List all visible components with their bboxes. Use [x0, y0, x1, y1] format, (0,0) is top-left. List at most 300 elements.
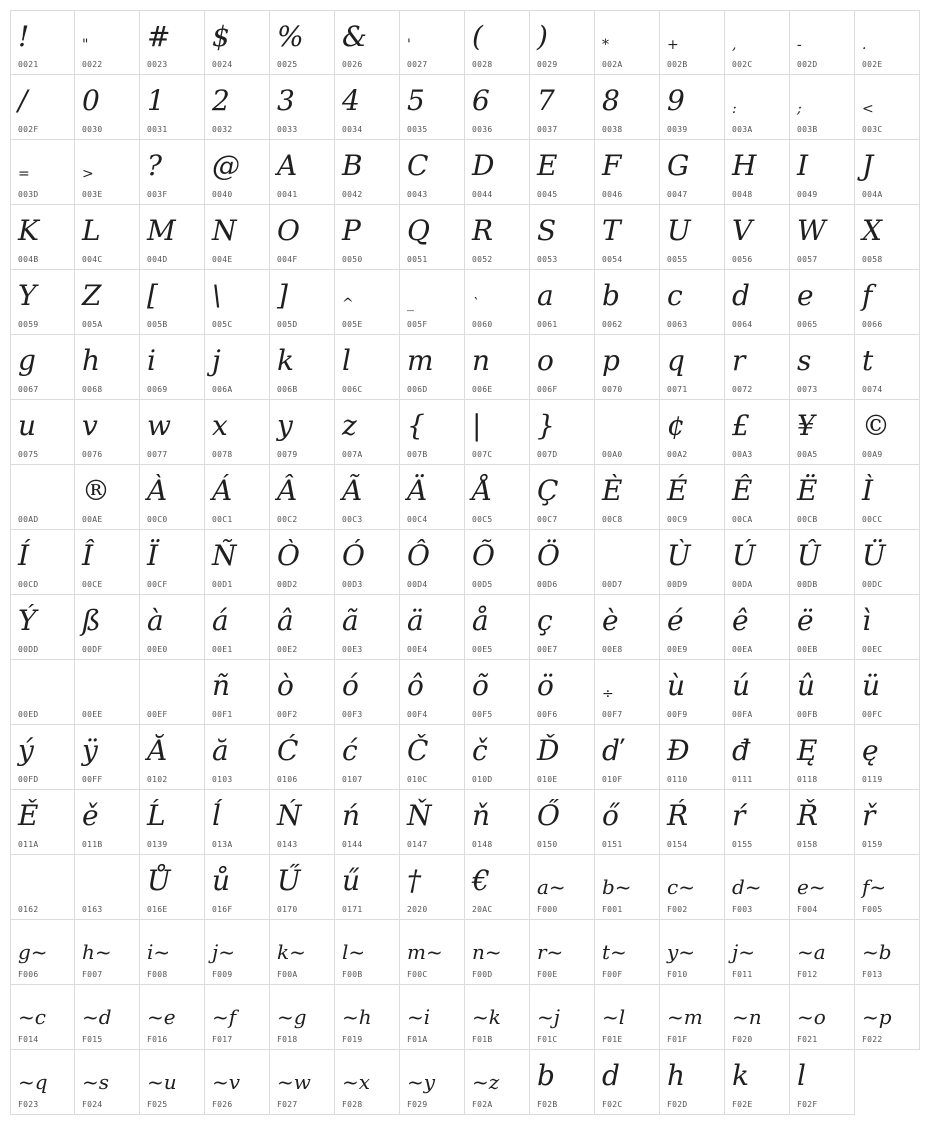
- glyph-cell[interactable]: [725, 270, 790, 335]
- glyph-codepoint: F00C: [407, 970, 428, 979]
- glyph-cell[interactable]: [660, 140, 725, 205]
- glyph-cell[interactable]: [205, 335, 270, 400]
- glyph-cell[interactable]: [75, 465, 140, 530]
- glyph-codepoint: 0069: [147, 385, 168, 394]
- glyph-codepoint: 002D: [797, 60, 818, 69]
- glyph-cell[interactable]: [530, 10, 595, 75]
- glyph-cell[interactable]: [595, 140, 660, 205]
- glyph-cell[interactable]: [75, 10, 140, 75]
- glyph-cell[interactable]: [400, 920, 465, 985]
- glyph-codepoint: 002F: [18, 125, 39, 134]
- glyph-cell[interactable]: [335, 790, 400, 855]
- glyph-cell[interactable]: [10, 75, 75, 140]
- glyph-cell[interactable]: [595, 335, 660, 400]
- glyph-cell[interactable]: [140, 920, 205, 985]
- glyph-cell[interactable]: [400, 400, 465, 465]
- glyph-cell[interactable]: [205, 270, 270, 335]
- glyph-sample: X: [862, 214, 882, 247]
- glyph-codepoint: 00E1: [212, 645, 233, 654]
- glyph-cell[interactable]: [270, 75, 335, 140]
- glyph-cell[interactable]: [790, 140, 855, 205]
- glyph-cell[interactable]: [530, 595, 595, 660]
- glyph-cell[interactable]: [595, 790, 660, 855]
- glyph-sample: Ć: [277, 734, 299, 767]
- glyph-cell[interactable]: [465, 790, 530, 855]
- glyph-codepoint: F021: [797, 1035, 818, 1044]
- glyph-cell[interactable]: [10, 595, 75, 660]
- glyph-cell[interactable]: [465, 465, 530, 530]
- glyph-cell[interactable]: [790, 400, 855, 465]
- glyph-cell[interactable]: [660, 10, 725, 75]
- glyph-codepoint: 0102: [147, 775, 168, 784]
- glyph-cell[interactable]: [400, 75, 465, 140]
- glyph-cell[interactable]: [595, 530, 660, 595]
- glyph-cell[interactable]: [75, 205, 140, 270]
- glyph-cell[interactable]: [660, 725, 725, 790]
- glyph-cell[interactable]: [335, 10, 400, 75]
- glyph-codepoint: 0021: [18, 60, 39, 69]
- glyph-cell[interactable]: [790, 75, 855, 140]
- glyph-cell[interactable]: [335, 1050, 400, 1115]
- glyph-codepoint: 0042: [342, 190, 363, 199]
- glyph-cell[interactable]: [205, 790, 270, 855]
- glyph-codepoint: 2020: [407, 905, 428, 914]
- glyph-cell[interactable]: [400, 10, 465, 75]
- glyph-cell[interactable]: [790, 270, 855, 335]
- glyph-cell[interactable]: [400, 985, 465, 1050]
- glyph-cell[interactable]: [10, 400, 75, 465]
- glyph-cell[interactable]: [855, 10, 920, 75]
- glyph-cell[interactable]: [140, 660, 205, 725]
- glyph-cell[interactable]: [140, 400, 205, 465]
- glyph-cell[interactable]: [595, 465, 660, 530]
- glyph-cell[interactable]: [725, 465, 790, 530]
- glyph-sample: ;: [797, 101, 802, 117]
- glyph-codepoint: 006A: [212, 385, 233, 394]
- glyph-cell[interactable]: [530, 920, 595, 985]
- glyph-sample: Û: [797, 539, 821, 572]
- glyph-cell[interactable]: [335, 465, 400, 530]
- glyph-cell[interactable]: [725, 75, 790, 140]
- glyph-cell[interactable]: [530, 335, 595, 400]
- glyph-cell[interactable]: [790, 790, 855, 855]
- glyph-cell[interactable]: [855, 985, 920, 1050]
- glyph-cell[interactable]: [205, 10, 270, 75]
- glyph-cell[interactable]: [595, 400, 660, 465]
- glyph-cell[interactable]: [465, 855, 530, 920]
- glyph-cell[interactable]: [400, 855, 465, 920]
- glyph-sample: <: [862, 101, 874, 117]
- glyph-cell[interactable]: [725, 920, 790, 985]
- glyph-cell[interactable]: [10, 660, 75, 725]
- glyph-codepoint: 007C: [472, 450, 493, 459]
- glyph-cell[interactable]: [660, 790, 725, 855]
- glyph-cell[interactable]: [855, 270, 920, 335]
- glyph-cell[interactable]: [75, 400, 140, 465]
- glyph-cell[interactable]: [530, 465, 595, 530]
- glyph-cell[interactable]: [790, 595, 855, 660]
- glyph-cell[interactable]: [205, 140, 270, 205]
- glyph-sample: ~l: [602, 1005, 626, 1029]
- glyph-cell[interactable]: [530, 75, 595, 140]
- glyph-cell[interactable]: [10, 790, 75, 855]
- glyph-cell[interactable]: [400, 595, 465, 660]
- glyph-cell[interactable]: [660, 855, 725, 920]
- glyph-cell[interactable]: [10, 530, 75, 595]
- glyph-cell[interactable]: [725, 205, 790, 270]
- glyph-cell[interactable]: [335, 985, 400, 1050]
- glyph-sample: ¢: [667, 409, 685, 442]
- glyph-cell[interactable]: [205, 595, 270, 660]
- glyph-sample: †: [407, 864, 421, 897]
- glyph-cell[interactable]: [660, 660, 725, 725]
- glyph-cell[interactable]: [205, 75, 270, 140]
- glyph-cell[interactable]: [400, 530, 465, 595]
- glyph-cell[interactable]: [400, 465, 465, 530]
- glyph-cell[interactable]: [465, 270, 530, 335]
- glyph-cell[interactable]: [75, 985, 140, 1050]
- glyph-cell[interactable]: [10, 205, 75, 270]
- glyph-cell[interactable]: [530, 660, 595, 725]
- glyph-cell[interactable]: [790, 530, 855, 595]
- glyph-cell[interactable]: [270, 855, 335, 920]
- glyph-cell[interactable]: [855, 920, 920, 985]
- glyph-cell[interactable]: [75, 140, 140, 205]
- glyph-cell[interactable]: [205, 530, 270, 595]
- glyph-cell[interactable]: [790, 920, 855, 985]
- glyph-cell[interactable]: [400, 140, 465, 205]
- glyph-cell[interactable]: [725, 140, 790, 205]
- glyph-codepoint: 011B: [82, 840, 103, 849]
- glyph-cell[interactable]: [140, 465, 205, 530]
- glyph-cell[interactable]: [595, 920, 660, 985]
- glyph-cell[interactable]: [75, 1050, 140, 1115]
- glyph-cell[interactable]: [530, 530, 595, 595]
- glyph-codepoint: F005: [862, 905, 883, 914]
- glyph-cell[interactable]: [595, 725, 660, 790]
- glyph-cell[interactable]: [855, 465, 920, 530]
- glyph-sample: Ö: [537, 539, 560, 572]
- glyph-cell[interactable]: [335, 855, 400, 920]
- glyph-cell[interactable]: [790, 205, 855, 270]
- glyph-cell[interactable]: [660, 530, 725, 595]
- glyph-cell[interactable]: [660, 400, 725, 465]
- glyph-cell[interactable]: [660, 75, 725, 140]
- glyph-cell[interactable]: [205, 205, 270, 270]
- glyph-codepoint: F008: [147, 970, 168, 979]
- glyph-cell[interactable]: [335, 920, 400, 985]
- glyph-cell[interactable]: [10, 270, 75, 335]
- glyph-cell[interactable]: [790, 725, 855, 790]
- glyph-cell[interactable]: [140, 205, 205, 270]
- glyph-sample: ä: [407, 604, 424, 637]
- glyph-sample: ř: [862, 799, 876, 832]
- glyph-cell[interactable]: [335, 205, 400, 270]
- glyph-cell[interactable]: [75, 270, 140, 335]
- glyph-sample: i: [147, 344, 156, 377]
- glyph-cell[interactable]: [75, 725, 140, 790]
- glyph-sample: À: [147, 474, 168, 507]
- glyph-cell[interactable]: [400, 725, 465, 790]
- glyph-codepoint: 00E2: [277, 645, 298, 654]
- glyph-cell[interactable]: [530, 270, 595, 335]
- glyph-cell[interactable]: [140, 595, 205, 660]
- glyph-cell[interactable]: [270, 920, 335, 985]
- glyph-cell[interactable]: [10, 335, 75, 400]
- glyph-cell[interactable]: [270, 335, 335, 400]
- glyph-cell[interactable]: [140, 10, 205, 75]
- glyph-codepoint: 0033: [277, 125, 298, 134]
- glyph-codepoint: F00F: [602, 970, 623, 979]
- glyph-cell[interactable]: [335, 270, 400, 335]
- glyph-cell[interactable]: [270, 140, 335, 205]
- glyph-cell[interactable]: [335, 595, 400, 660]
- glyph-cell[interactable]: [465, 595, 530, 660]
- glyph-cell[interactable]: [400, 1050, 465, 1115]
- glyph-cell[interactable]: [725, 725, 790, 790]
- glyph-cell[interactable]: [270, 10, 335, 75]
- glyph-codepoint: 0155: [732, 840, 753, 849]
- glyph-cell[interactable]: [855, 855, 920, 920]
- glyph-cell[interactable]: [75, 530, 140, 595]
- glyph-cell[interactable]: [205, 465, 270, 530]
- glyph-sample: =: [18, 166, 30, 182]
- glyph-cell[interactable]: [205, 660, 270, 725]
- glyph-cell[interactable]: [725, 790, 790, 855]
- glyph-cell[interactable]: [465, 920, 530, 985]
- glyph-codepoint: 00C7: [537, 515, 558, 524]
- glyph-sample: M: [147, 214, 176, 247]
- glyph-codepoint: 00C2: [277, 515, 298, 524]
- glyph-cell[interactable]: [140, 270, 205, 335]
- glyph-cell[interactable]: [270, 270, 335, 335]
- glyph-cell[interactable]: [140, 725, 205, 790]
- glyph-codepoint: 003E: [82, 190, 103, 199]
- glyph-codepoint: 00DC: [862, 580, 883, 589]
- glyph-cell[interactable]: [10, 855, 75, 920]
- glyph-cell[interactable]: [270, 985, 335, 1050]
- glyph-cell[interactable]: [855, 790, 920, 855]
- glyph-cell[interactable]: [855, 335, 920, 400]
- glyph-cell[interactable]: [465, 140, 530, 205]
- glyph-cell[interactable]: [270, 790, 335, 855]
- glyph-cell[interactable]: [335, 530, 400, 595]
- glyph-cell[interactable]: [790, 465, 855, 530]
- glyph-cell[interactable]: [855, 205, 920, 270]
- glyph-codepoint: 0025: [277, 60, 298, 69]
- glyph-cell[interactable]: [595, 10, 660, 75]
- glyph-cell[interactable]: [725, 400, 790, 465]
- glyph-cell[interactable]: [140, 855, 205, 920]
- glyph-cell[interactable]: [790, 660, 855, 725]
- glyph-cell[interactable]: [270, 595, 335, 660]
- glyph-cell[interactable]: [855, 400, 920, 465]
- glyph-cell[interactable]: [725, 985, 790, 1050]
- glyph-cell[interactable]: [10, 1050, 75, 1115]
- glyph-sample: P: [342, 214, 361, 247]
- glyph-cell[interactable]: [595, 985, 660, 1050]
- glyph-cell[interactable]: [140, 1050, 205, 1115]
- glyph-cell[interactable]: [75, 595, 140, 660]
- glyph-sample: !: [18, 20, 30, 53]
- glyph-cell[interactable]: [595, 855, 660, 920]
- glyph-cell[interactable]: [140, 335, 205, 400]
- glyph-cell[interactable]: [530, 855, 595, 920]
- glyph-cell[interactable]: [465, 725, 530, 790]
- glyph-cell[interactable]: [660, 335, 725, 400]
- glyph-cell[interactable]: [10, 140, 75, 205]
- glyph-sample: z: [342, 409, 357, 442]
- glyph-cell[interactable]: [725, 335, 790, 400]
- glyph-cell[interactable]: [465, 400, 530, 465]
- glyph-cell[interactable]: [10, 10, 75, 75]
- glyph-cell[interactable]: [270, 1050, 335, 1115]
- glyph-cell[interactable]: [465, 205, 530, 270]
- glyph-cell[interactable]: [335, 400, 400, 465]
- glyph-sample: ": [82, 37, 89, 53]
- glyph-cell[interactable]: [270, 205, 335, 270]
- glyph-cell[interactable]: [205, 400, 270, 465]
- glyph-cell[interactable]: [205, 855, 270, 920]
- glyph-cell[interactable]: [595, 205, 660, 270]
- glyph-cell[interactable]: [530, 140, 595, 205]
- glyph-codepoint: 003B: [797, 125, 818, 134]
- glyph-cell[interactable]: [595, 270, 660, 335]
- glyph-cell[interactable]: [660, 920, 725, 985]
- glyph-cell[interactable]: [205, 725, 270, 790]
- glyph-cell[interactable]: [335, 75, 400, 140]
- glyph-cell[interactable]: [790, 10, 855, 75]
- glyph-codepoint: 00DB: [797, 580, 818, 589]
- glyph-cell[interactable]: [205, 985, 270, 1050]
- glyph-cell[interactable]: [660, 1050, 725, 1115]
- glyph-cell[interactable]: [75, 660, 140, 725]
- glyph-cell[interactable]: [790, 1050, 855, 1115]
- glyph-cell[interactable]: [660, 205, 725, 270]
- glyph-cell[interactable]: [465, 660, 530, 725]
- glyph-cell[interactable]: [855, 530, 920, 595]
- glyph-cell[interactable]: [205, 1050, 270, 1115]
- glyph-cell[interactable]: [660, 985, 725, 1050]
- glyph-cell[interactable]: [140, 985, 205, 1050]
- glyph-cell[interactable]: [725, 1050, 790, 1115]
- glyph-cell[interactable]: [465, 10, 530, 75]
- glyph-sample: Ù: [667, 539, 691, 572]
- glyph-cell[interactable]: [595, 595, 660, 660]
- glyph-cell[interactable]: [270, 400, 335, 465]
- glyph-sample: b: [537, 1059, 555, 1092]
- glyph-cell[interactable]: [595, 1050, 660, 1115]
- glyph-codepoint: 00D3: [342, 580, 363, 589]
- glyph-sample: Î: [82, 539, 94, 572]
- glyph-cell[interactable]: [140, 140, 205, 205]
- glyph-cell[interactable]: [10, 985, 75, 1050]
- glyph-cell[interactable]: [335, 660, 400, 725]
- glyph-cell[interactable]: [725, 660, 790, 725]
- glyph-sample: ~i: [407, 1005, 431, 1029]
- glyph-cell[interactable]: [465, 530, 530, 595]
- glyph-cell[interactable]: [855, 595, 920, 660]
- glyph-cell[interactable]: [400, 335, 465, 400]
- glyph-cell[interactable]: [855, 660, 920, 725]
- glyph-codepoint: 00C3: [342, 515, 363, 524]
- glyph-cell[interactable]: [10, 920, 75, 985]
- glyph-cell[interactable]: [530, 985, 595, 1050]
- glyph-codepoint: 0063: [667, 320, 688, 329]
- glyph-cell[interactable]: [400, 205, 465, 270]
- glyph-cell[interactable]: [660, 270, 725, 335]
- glyph-cell[interactable]: [530, 790, 595, 855]
- glyph-cell[interactable]: [465, 1050, 530, 1115]
- glyph-cell[interactable]: [140, 790, 205, 855]
- glyph-cell[interactable]: [790, 335, 855, 400]
- glyph-sample: Ô: [407, 539, 430, 572]
- glyph-cell[interactable]: [465, 335, 530, 400]
- glyph-cell[interactable]: [725, 595, 790, 660]
- glyph-codepoint: 00FD: [18, 775, 39, 784]
- glyph-cell[interactable]: [400, 660, 465, 725]
- glyph-cell[interactable]: [855, 75, 920, 140]
- glyph-cell[interactable]: [725, 855, 790, 920]
- glyph-cell[interactable]: [400, 270, 465, 335]
- glyph-cell[interactable]: [855, 725, 920, 790]
- glyph-codepoint: 0068: [82, 385, 103, 394]
- glyph-cell[interactable]: [465, 985, 530, 1050]
- glyph-cell[interactable]: [270, 725, 335, 790]
- glyph-cell[interactable]: [465, 75, 530, 140]
- glyph-codepoint: 004C: [82, 255, 103, 264]
- glyph-codepoint: 0023: [147, 60, 168, 69]
- glyph-cell[interactable]: [75, 855, 140, 920]
- glyph-sample: +: [667, 37, 679, 53]
- glyph-cell[interactable]: [335, 725, 400, 790]
- glyph-cell[interactable]: [530, 205, 595, 270]
- glyph-cell[interactable]: [530, 400, 595, 465]
- glyph-cell[interactable]: [140, 75, 205, 140]
- glyph-cell[interactable]: [75, 920, 140, 985]
- glyph-cell[interactable]: [855, 140, 920, 205]
- glyph-codepoint: F027: [277, 1100, 298, 1109]
- glyph-cell[interactable]: [270, 465, 335, 530]
- glyph-cell[interactable]: [530, 725, 595, 790]
- glyph-cell[interactable]: [205, 920, 270, 985]
- glyph-codepoint: 00E7: [537, 645, 558, 654]
- glyph-cell[interactable]: [335, 335, 400, 400]
- glyph-cell[interactable]: [790, 855, 855, 920]
- glyph-cell[interactable]: [10, 465, 75, 530]
- glyph-cell[interactable]: [530, 1050, 595, 1115]
- glyph-cell[interactable]: [335, 140, 400, 205]
- glyph-cell[interactable]: [595, 75, 660, 140]
- glyph-codepoint: F02C: [602, 1100, 623, 1109]
- glyph-cell[interactable]: [660, 465, 725, 530]
- glyph-cell[interactable]: [140, 530, 205, 595]
- glyph-cell[interactable]: [725, 530, 790, 595]
- glyph-cell[interactable]: [10, 725, 75, 790]
- glyph-cell[interactable]: [725, 10, 790, 75]
- glyph-cell[interactable]: [595, 660, 660, 725]
- glyph-sample: k: [732, 1059, 749, 1092]
- glyph-cell[interactable]: [75, 75, 140, 140]
- glyph-cell[interactable]: [270, 530, 335, 595]
- glyph-cell[interactable]: [75, 335, 140, 400]
- glyph-codepoint: F002: [667, 905, 688, 914]
- glyph-cell[interactable]: [400, 790, 465, 855]
- glyph-cell[interactable]: [75, 790, 140, 855]
- glyph-cell[interactable]: [270, 660, 335, 725]
- glyph-cell[interactable]: [660, 595, 725, 660]
- glyph-cell[interactable]: [790, 985, 855, 1050]
